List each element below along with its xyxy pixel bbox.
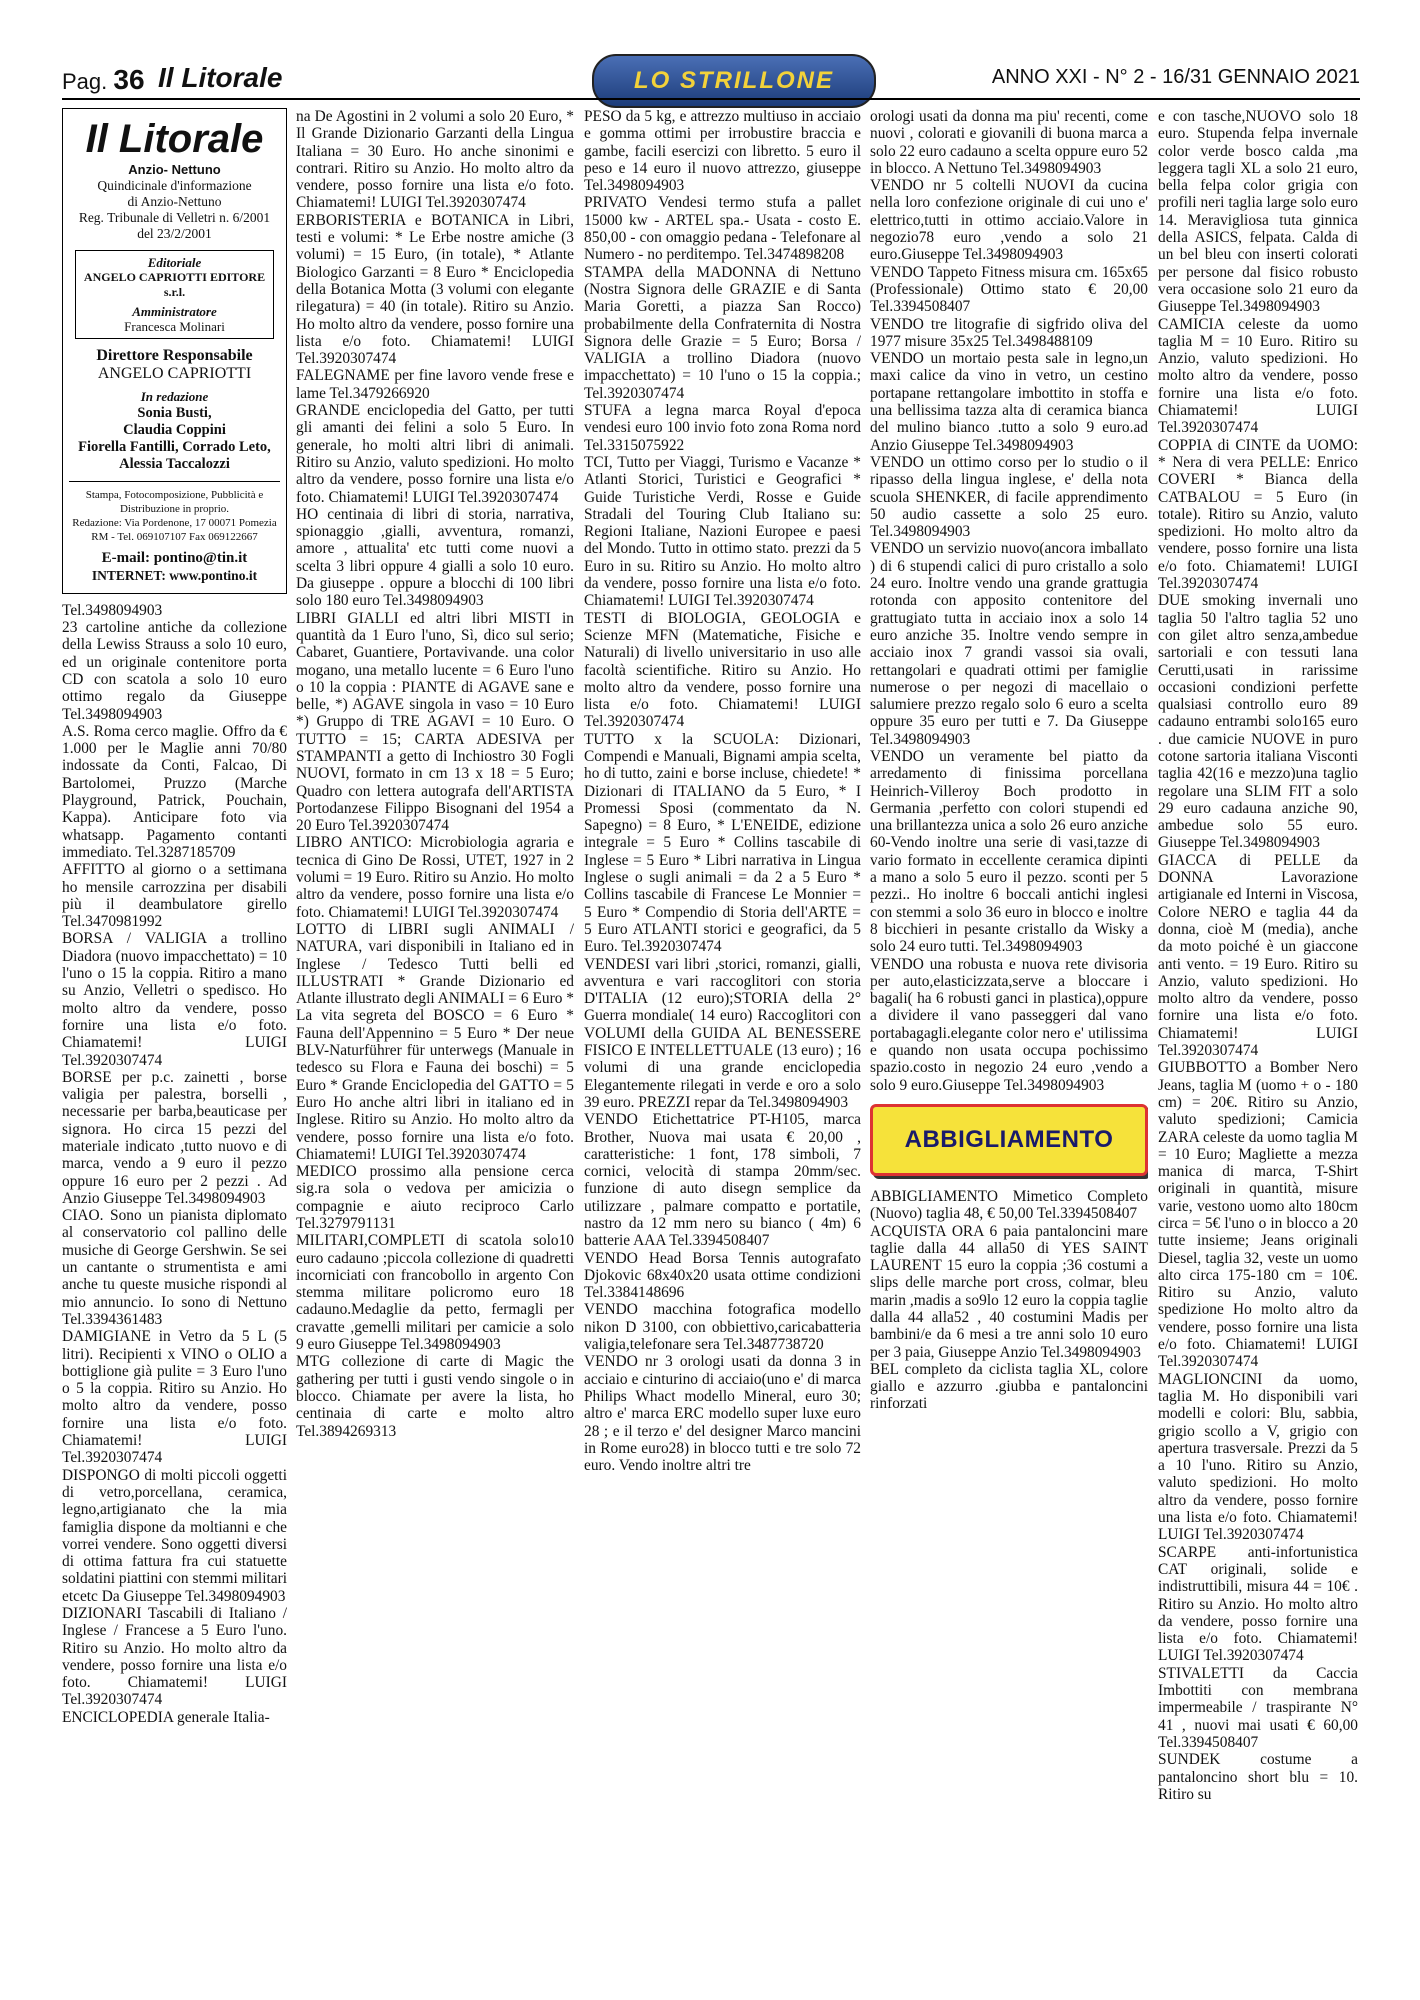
classified-ad: e con tasche,NUOVO solo 18 euro. Stupenda felpa invernale color verde bosco calda ,ma leggera tagli XL a solo 21 euro, bella felpa color grigia con profili neri taglia large solo euro 14. Meravigliosa tuta ginnica della ASICS, felpata. Calda di un bel bleu con inserti colorati per persone dal fisico robusto vera occasione solo 21 euro da Giuseppe Tel.3498094903 [1158, 108, 1358, 316]
classified-ad: HO centinaia di libri di storia, narrativa, spionaggio ,gialli, avventura, romanzi, amore , attualita' etc tutti come nuovi a scelta 3 libri oppure 4 gialli a solo 10 euro. Da giuseppe . oppure a blocchi di 100 libri solo 180 euro Tel.3498094903 [296, 505, 574, 610]
classified-ad: STIVALETTI da Caccia Imbottiti con membrana impermeabile / traspirante N° 41 , nuovi mai usati € 60,00 Tel.3394508407 [1158, 1664, 1358, 1751]
classified-ad: SCARPE anti-infortunistica CAT originali, solide e indistruttibili, misura 44 = 10€ . Ritiro su Anzio. Ho molto altro da vendere, posso fornire una lista e/o foto. Chiamatemi! LUIGI Tel.3920307474 [1158, 1543, 1358, 1665]
lo-strillone-logo: LO STRILLONE [592, 54, 876, 108]
classified-ad: STAMPA della MADONNA di Nettuno (Nostra Signora delle GRAZIE e di Santa Maria Goretti, a piazza San Rocco) probabilmente della Confraternita di Nostra Signora delle Grazie = 5 Euro; Borsa / VALIGIA a trollino Diadora (nuovo impacchettato) = 10 l'uno o 15 la coppia.; Tel.3920307474 [584, 263, 861, 402]
classified-ad: ACQUISTA ORA 6 paia pantaloncini mare taglie dalla 44 alla50 di YES SAINT LAURENT 15 euro la coppia ;36 costumi a slips delle marche port cross, colmar, bleu marin ,madis a so9lo 12 euro la coppia taglie dalla 44 alla52 , 40 costumini Madis per bambini/e da 6 mesi a tre anni solo 10 euro per 3 paia, Giuseppe Anzio Tel.3498094903 [870, 1222, 1148, 1361]
classified-ad: VENDO nr 3 orologi usati da donna 3 in acciaio e cinturino di acciaio(uno e' di marca Philips Whact modello Mineral, euro 30; altro e' marca ERC modello super luxe euro 28 ; e il terzo e' del designer Marco mancini in Rome euro28) in blocco tutti e tre solo 72 euro. Vendo inoltre altri tre [584, 1353, 861, 1475]
amministratore: Francesca Molinari [124, 319, 225, 335]
classified-ad: ENCICLOPEDIA generale Italia- [62, 1708, 270, 1726]
classified-ad: DAMIGIANE in Vetro da 5 L (5 litri). Recipienti x VINO o OLIO a bottiglione già pulite = 3 Euro l'uno o 5 la coppia. Ritiro su Anzio. Ho molto altro da vendere, posso fornire una lista e/o foto. Chiamatemi! LUIGI Tel.3920307474 [62, 1328, 287, 1467]
masthead [62, 108, 287, 594]
amministratore-label: Amministratore [132, 304, 217, 320]
classified-ad: DIZIONARI Tascabili di Italiano / Inglese / Francese a 5 Euro l'uno. Ritiro su Anzio. Ho molto altro da vendere, posso fornire una lista e/o foto. Chiamatemi! LUIGI Tel.3920307474 [62, 1605, 287, 1709]
classified-ad: Tel.3498094903 [62, 601, 163, 619]
classified-ad: VENDO tre litografie di sigfrido oliva del 1977 misure 35x25 Tel.3498488109 [870, 315, 1148, 350]
column-1 [62, 108, 287, 1988]
classified-ad: FALEGNAME per fine lavoro vende frese e lame Tel.3479266920 [296, 367, 574, 402]
classified-ad: PRIVATO Vendesi termo stufa a pallet 15000 kw - ARTEL spa.- Usata - costo E. 850,00 - con omaggio pedana - Telefonare al Numero - no perditempo. Tel.3474898208 [584, 194, 861, 264]
stampa-info: Stampa, Fotocomposizione, Pubblicità e Distribuzione in proprio. [85, 489, 264, 516]
masthead-info [69, 481, 280, 544]
classified-ad: DISPONGO di molti piccoli oggetti di vetro,porcellana, ceramica, legno,artigianato che la mia famiglia dispone da moltianni e che vorrei vendere. Sono oggetti diversi di ottima fattura fra cui statuette soldatini piattini con stemmi militari etcetc Da Giuseppe Tel.3498094903 [62, 1466, 287, 1605]
classified-ad: orologi usati da donna ma piu' recenti, come nuovi , colorati e giovanili di buona marca a solo 22 euro cadauno a scelta oppure euro 52 in blocco. A Nettuno Tel.3498094903 [870, 108, 1148, 177]
masthead-email: E-mail: pontino@tin.it [101, 550, 248, 567]
masthead-desc: di Anzio-Nettuno [127, 194, 222, 210]
classified-ad: VENDO Tappeto Fitness misura cm. 165x65 (Professionale) Ottimo stato € 20,00 Tel.3394508407 [870, 263, 1148, 316]
classified-ad: MEDICO prossimo alla pensione cerca sig.ra sola o vedova per amicizia o compagnie e aiuto reciproco Carlo Tel.3279791131 [296, 1163, 574, 1232]
direttore: ANGELO CAPRIOTTI [97, 364, 252, 382]
classified-ad: VENDO nr 5 coltelli NUOVI da cucina nella loro confezione originale di cui uno e' elettrico,tutti in ottimo acciaio.Valore in negozio78 euro ,vendo a solo 21 euro.Giuseppe Tel.3498094903 [870, 177, 1148, 264]
classified-ad: GIACCA di PELLE da DONNA Lavorazione artigianale ed Interni in Viscosa, Colore NERO e taglia 44 da donna, cioè M (media), anche da moto poiché è un giaccone anti vento. = 19 Euro. Ritiro su Anzio, valuto spedizioni. Ho molto altro da vendere, posso fornire una lista e/o foto. Chiamatemi! LUIGI Tel.3920307474 [1158, 851, 1358, 1060]
redattore: Alessia Taccalozzi [119, 456, 230, 473]
column-2 [296, 108, 574, 1988]
classified-ad: MAGLIONCINI da uomo, taglia M. Ho disponibili vari modelli e colori: Blu, sabbia, grigio scollo a V, grigio con apertura trasversale. Prezzi da 5 a 10 l'uno. Ritiro su Anzio, valuto spedizioni. Ho molto altro da vendere, posso fornire una lista e/o foto. Chiamatemi! LUIGI Tel.3920307474 [1158, 1370, 1358, 1544]
classified-ad: VENDO Head Borsa Tennis autografato Djokovic 68x40x20 usata ottime condizioni Tel.3384148696 [584, 1249, 861, 1302]
classified-ad: 23 cartoline antiche da collezione della Lewiss Strauss a solo 10 euro, ed un originale contenitore porta CD con scatola a solo 10 euro ottimo regalo da Giuseppe Tel.3498094903 [62, 619, 287, 723]
classified-ad: GIUBBOTTO a Bomber Nero Jeans, taglia M (uomo + o - 180 cm) = 20€. Ritiro su Anzio, valuto spedizioni; Camicia ZARA celeste da uomo taglia M = 10 Euro; Magliette a mezza manica di marca, T-Shirt originali in quantità, misure varie, vestono uomo alto 180cm circa = 5€ l'uno o in blocco a 20 tutte insieme; Jeans originali Diesel, taglia 32, veste un uomo alto circa 175-180 cm = 10€. Ritiro su Anzio, valuto spedizione Ho molto altro da vendere, posso fornire una lista e/o foto. Chiamatemi! LUIGI Tel.3920307474 [1158, 1059, 1358, 1371]
classified-ad: BORSA / VALIGIA a trollino Diadora (nuovo impacchettato) = 10 l'uno o 15 la coppia. Ritiro a mano su Anzio, Velletri o spedisco. Ho molto altro da vendere, posso fornire una lista e/o foto. Chiamatemi! LUIGI Tel.3920307474 [62, 930, 287, 1069]
redazione-address: Redazione: Via Pordenone, 17 00071 Pomezia RM - Tel. 069107107 Fax 069122667 [72, 517, 277, 544]
masthead-desc: Quindicinale d'informazione [97, 178, 252, 194]
classified-ad: BORSE per p.c. zainetti , borse valigia per palestra, borselli , necessarie per barba,beauticase per signora. Ho circa 15 pezzi del materiale indicato ,tutto nuovo e di marca, vendo a 9 euro il pezzo oppure 16 euro per 2 pezzi . Ad Anzio Giuseppe Tel.3498094903 [62, 1068, 287, 1207]
classified-ad: TESTI di BIOLOGIA, GEOLOGIA e Scienze MFN (Matematiche, Fisiche e Naturali) di livello universitario in uso alle facoltà scientifiche. Ritiro su Anzio. Ho molto altro da vendere, posso fornire una lista e/o foto. Chiamatemi! LUIGI Tel.3920307474 [584, 609, 861, 731]
issue-info: ANNO XXI - N° 2 - 16/31 GENNAIO 2021 [991, 66, 1360, 88]
classified-ad: VENDO una robusta e nuova rete divisoria per auto,elasticizzata,serve a bloccare i bagali( ha 6 robusti ganci in plastica),oppure a dividere il vano passeggeri dal vano portabagagli.elegante color nero e' utilissima e quando non usata occupa pochissimo spazio.costo in negozio 24 euro ,vendo a solo 9 euro.Giuseppe Tel.3498094903 [870, 955, 1148, 1094]
ads-list [870, 108, 1148, 1094]
classified-ad: VENDO un mortaio pesta sale in legno,un maxi calice da vino in vetro, un cestino portapane rettangolare imbottito in stoffa e una bellissima tazza alta di ceramica bianca del mulino bianco .tutto a solo 9 euro.ad Anzio Giuseppe Tel.3498094903 [870, 350, 1148, 454]
page-number [62, 64, 145, 96]
classified-ad: MTG collezione di carte di Magic the gathering per tutti i gusti vendo singole o in blocco. Chiamate per avere la lista, ho centinaia di carte e molto altro Tel.3894269313 [296, 1353, 574, 1440]
masthead-registration: Reg. Tribunale di Velletri n. 6/2001 [78, 210, 271, 226]
page-prefix: Pag. [62, 69, 108, 94]
redazione-label: In redazione [140, 388, 209, 404]
classified-ad: VENDO macchina fotografica modello nikon D 3100, con obbiettivo,caricabatteria valigia,telefonare sera Tel.3487738720 [584, 1301, 861, 1354]
masthead-registration: del 23/2/2001 [137, 226, 212, 242]
classified-ad: LOTTO di LIBRI sugli ANIMALI / NATURA, vari disponibili in Italiano ed in Inglese / Tedesco Tutti belli ed ILLUSTRATI * Grande Dizionario ed Atlante illustrato degli ANIMALI = 6 Euro * La vita segreta del BOSCO = 6 Euro * Fauna dell'Appennino = 5 Euro * Der neue BLV-Naturführer für unterwegs (Manuale in tedesco su Flora e Fauna dei boschi) = 5 Euro * Grande Enciclopedia del GATTO = 5 Euro Ho anche altri libri in italiano ed in Inglese. Ritiro su Anzio. Ho molto altro da vendere, posso fornire una lista e/o foto. Chiamatemi! LUIGI Tel.3920307474 [296, 920, 574, 1163]
classified-ad: PESO da 5 kg, e attrezzo multiuso in acciaio e gomma ottimi per irrobustire braccia e gambe, facili esercizi con libretto. 5 euro il peso e 14 euro il nuovo attrezzo, giuseppe Tel.3498094903 [584, 108, 861, 195]
column-5 [1158, 108, 1358, 1988]
classified-ad: ABBIGLIAMENTO Mimetico Completo (Nuovo) taglia 48, € 50,00 Tel.3394508407 [870, 1187, 1148, 1223]
classified-ad: SUNDEK costume a pantaloncino short blu = 10. Ritiro su [1158, 1751, 1358, 1803]
editoriale-label: Editoriale [147, 255, 202, 271]
page-number-value: 36 [113, 64, 145, 95]
classified-ad: VENDESI vari libri ,storici, romanzi, gialli, avventura e vari raccoglitori con storia D'ITALIA (12 euro);STORIA della 2° Guerra mondiale( 14 euro) Raccoglitori con VOLUMI della GUIDA AL BENESSERE FISICO E INTELLETTUALE (13 euro) ; 16 volumi di una grande enciclopedia Elegantemente rilegati in verde e oro a solo 39 euro. PREZZI repar da Tel.3498094903 [584, 955, 861, 1111]
classified-ad: LIBRO ANTICO: Microbiologia agraria e tecnica di Gino De Rossi, UTET, 1927 in 2 volumi = 19 Euro. Ritiro su Anzio. Ho molto altro da vendere, posso fornire una lista e/o foto. Chiamatemi! LUIGI Tel.3920307474 [296, 834, 574, 921]
classified-ad: A.S. Roma cerco maglie. Offro da € 1.000 per le Maglie anni 70/80 indossate da Conti, Falcao, Di Bartolomei, Pruzzo (Marche Playground, Patrick, Pouchain, Kappa). Anticipare foto via whatsapp. Pagamento contanti immediato. Tel.3287185709 [62, 722, 287, 861]
masthead-internet: INTERNET: www.pontino.it [91, 568, 258, 584]
ads-list [62, 602, 287, 1726]
classified-ad: TUTTO x la SCUOLA: Dizionari, Compendi e Manuali, Bignami ampia scelta, ho di tutto, zaini e borse incluse, chiedete! * Dizionari di ITALIANO da 5 Euro, * I Promessi Sposi (commentato da N. Sapegno) = 8 Euro, * L'ENEIDE, edizione integrale = 5 Euro * Collins tascabile di Inglese = 5 Euro * Libri narrativa in Lingua Inglese o sugli animali = da 2 a 5 Euro * Collins tascabile di Francese Le Monnier = 5 Euro * Compendio di Storia dell'ARTE = 5 Euro ATLANTI storici e geografici, da 5 Euro. Tel.3920307474 [584, 730, 861, 956]
category-banner-abbigliamento [870, 1104, 1148, 1176]
classified-ad: TCI, Tutto per Viaggi, Turismo e Vacanze * Atlanti Storici, Turistici e Geografici * Guide Turistiche Verdi, Rosse e Guide Stradali del Touring Club Italiano su: Regioni Italiane, Nazioni Europee e paesi del Mondo. Tutto in ottimo stato. prezzi da 5 Euro in su. Ritiro su Anzio. Ho molto altro da vendere, posso fornire una lista e/o foto. Chiamatemi! LUIGI Tel.3920307474 [584, 453, 861, 610]
column-3 [584, 108, 861, 1988]
editor-box [75, 250, 274, 339]
classified-ad: CAMICIA celeste da uomo taglia M = 10 Euro. Ritiro su Anzio, valuto spedizioni. Ho molto altro da vendere, posso fornire una lista e/o foto. Chiamatemi! LUIGI Tel.3920307474 [1158, 315, 1358, 437]
redattore: Sonia Busti, [137, 405, 212, 422]
classified-ad: VENDO un servizio nuovo(ancora imballato ) di 6 stupendi calici di puro cristallo a solo 24 euro. Inoltre vendo una grande grattugia rotonda con apposito contenitore del grattugiato tutta in acciaio inox a solo 14 euro anziche 35. Inoltre vendo sempre in acciaio inox 7 grandi vassoi sia ovali, rettangolari e quadrati ottimi per famiglie numerose o per negozi di macellaio o salumiere prezzo regalo solo 6 euro a scelta oppure 35 euro per tutti e 7. Da Giuseppe Tel.3498094903 [870, 540, 1148, 748]
masthead-title: Il Litorale [85, 117, 264, 161]
classified-ad: VENDO un ottimo corso per lo studio o il ripasso della lingua inglese, e' della nota scuola SHENKER, di facile apprendimento 50 audio cassette a solo 25 euro. Tel.3498094903 [870, 453, 1148, 541]
ads-list [870, 1188, 1148, 1413]
classified-ad: na De Agostini in 2 volumi a solo 20 Euro, * Il Grande Dizionario Garzanti della Lingua Italiana = 30 Euro. Ho anche sinonimi e contrari. Ritiro su Anzio. Ho molto altro da vendere, posso fornire una lista e/o foto. Chiamatemi! LUIGI Tel.3920307474 [296, 108, 574, 212]
ads-list [1158, 108, 1358, 1803]
page-header [62, 62, 1360, 98]
classified-ad: COPPIA di CINTE da UOMO: * Nera di vera PELLE: Enrico COVERI * Bianca della CATBALOU = 5 Euro (in totale). Ritiro su Anzio, valuto spedizioni. Ho molto altro da vendere, posso fornire una lista e/o foto. Chiamatemi! LUIGI Tel.3920307474 [1158, 436, 1358, 593]
direttore-label: Direttore Responsabile [96, 347, 253, 365]
classified-ad: MILITARI,COMPLETI di scatola solo10 euro cadauno ;piccola collezione di quadretti incorniciati con francobollo in argento Con stemma militare policromo euro 18 cadauno.Medaglie da petto, fermagli per cravatte ,gemelli militari per camicie a solo 9 euro Giuseppe Tel.3498094903 [296, 1232, 574, 1354]
redattore: Fiorella Fantilli, Corrado Leto, [78, 439, 271, 456]
classified-ad: GRANDE enciclopedia del Gatto, per tutti gli amanti dei felini a solo 5 Euro. In generale, ho molti altri libri di animali. Ritiro su Anzio, valuto spedizioni. Ho molto altro da vendere, posso fornire una lista e/o foto. Chiamatemi! LUIGI Tel.3920307474 [296, 402, 574, 506]
classified-ad: AFFITTO al giorno o a settimana ho mensile carrozzina per disabili più il deambulatore girello Tel.3470981992 [62, 861, 287, 931]
ads-list [296, 108, 574, 1440]
category-banner-label: ABBIGLIAMENTO [904, 1126, 1114, 1154]
classified-ad: BEL completo da ciclista taglia XL, colore giallo e azzurro .giubba e pantaloncini rinforzati [870, 1360, 1148, 1413]
classified-ad: VENDO un veramente bel piatto da arredamento di finissima porcellana Heinrich-Villeroy Boch prodotto in Germania ,perfetto con colori stupendi ed una brillantezza unica a solo 26 euro anziche 60-Vendo inoltre una serie di vasi,tazze di vario formato in eccellente ceramica dipinti a mano a solo 5 euro il pezzo. sconti per 5 pezzi.. Ho inoltre 6 boccali antichi inglesi con stemmi a solo 36 euro in blocco e inoltre 8 bicchieri in pesante cristallo da Wisky a solo 24 euro tutti. Tel.3498094903 [870, 747, 1148, 956]
editore: ANGELO CAPRIOTTI EDITORE s.r.l. [83, 270, 266, 300]
masthead-subtitle: Anzio- Nettuno [128, 162, 221, 177]
classified-ad: VENDO Etichettatrice PT-H105, marca Brother, Nuova mai usata € 20,00 , caratteristiche: 1 font, 178 simboli, 7 cornici, velocità di stampa 20mm/sec. funzione di auto disegn semplice da utilizzare , palmare compatto e portatile, nastro da 12 mm nero su bianco ( 4m) 6 batterie AAA Tel.3394508407 [584, 1111, 861, 1250]
classified-ad: DUE smoking invernali uno taglia 50 l'altro taglia 52 uno con gilet altro senza,ambedue sartoriali e con tessuti lana Cerutti,usati in rarissime occasioni condizioni perfette qualsiasi controllo euro 89 cadauno entrambi solo165 euro . due camicie NUOVE in puro cotone sartoria italiana Visconti taglia 42(16 e mezzo)una taglio regolare una SLIM FIT a solo 29 euro cadauna anziche 90, ambedue solo 55 euro. Giuseppe Tel.3498094903 [1158, 592, 1358, 852]
classified-ad: LIBRI GIALLI ed altri libri MISTI in quantità da 1 Euro l'uno, Sì, dico sul serio; Cabaret, Guantiere, Portavivande. una color mogano, una metallo lucente = 6 Euro l'uno o 10 la coppia : PIANTE di AGAVE sane e belle, *) AGAVE singola in vaso = 10 Euro *) Gruppo di TRE AGAVI = 10 Euro. O TUTTO = 15; CARTA ADESIVA per STAMPANTI a getto di Inchiostro 30 Fogli NUOVI, formato in cm 13 x 18 = 5 Euro; Quadro con lettera autografa dell'ARTISTA Portodanzese Filippo Bisognani del 1954 a 20 Euro Tel.3920307474 [296, 609, 574, 835]
header-rule [62, 98, 1360, 100]
header-title: Il Litorale [158, 62, 283, 93]
column-4 [870, 108, 1148, 1988]
classified-ad: ERBORISTERIA e BOTANICA in Libri, testi e volumi: * Le Erbe nostre amiche (3 volumi) = 15 Euro, (in totale), * Atlante Biologico Garzanti = 8 Euro * Enciclopedia della Botanica Motta (3 volumi con elegante rilegatura) = 40 (in totale). Ritiro su Anzio. Ho molto altro da vendere, posso fornire una lista e/o foto. Chiamatemi! LUIGI Tel.3920307474 [296, 211, 574, 368]
ads-list [584, 108, 861, 1474]
redattore: Claudia Coppini [123, 422, 226, 439]
classified-ad: STUFA a legna marca Royal d'epoca vendesi euro 100 invio foto zona Roma nord Tel.3315075922 [584, 402, 861, 454]
classified-ad: CIAO. Sono un pianista diplomato al conservatorio col pallino delle musiche di George Gershwin. Se sei un cantante o strumentista e ami anche tu queste musiche rispondi al mio annuncio. Io sono di Nettuno Tel.3394361483 [62, 1207, 287, 1328]
